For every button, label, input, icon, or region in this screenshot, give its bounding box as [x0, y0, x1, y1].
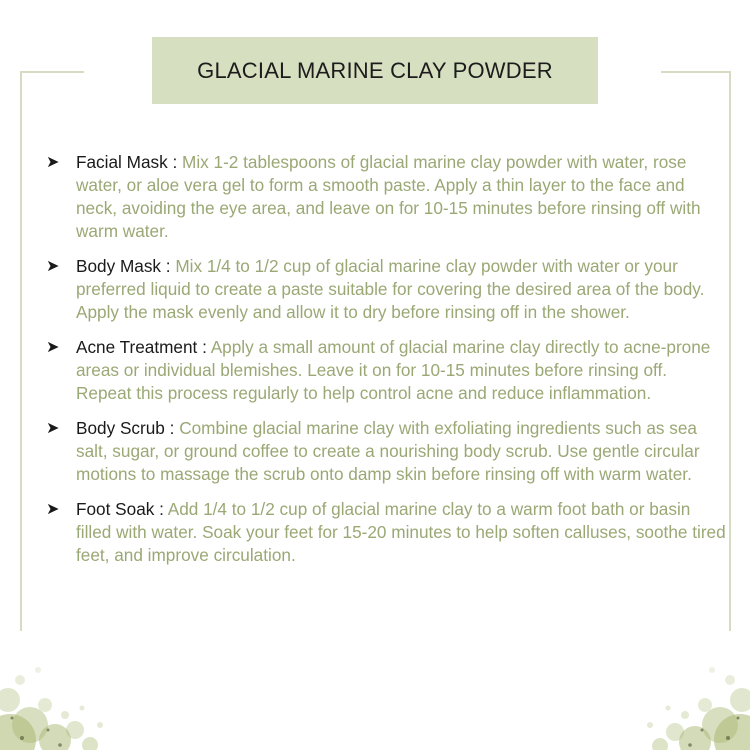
arrow-right-icon: ➤: [46, 339, 60, 356]
item-description: Mix 1/4 to 1/2 cup of glacial marine clay powder with water or your preferred liquid to create a paste suitable for covering the desired area of the body. Apply the mask evenly and allow it to dry before rinsing off in the shower.: [76, 256, 705, 322]
arrow-right-icon: ➤: [46, 420, 60, 437]
clay-splatter-right-decoration: [620, 600, 750, 750]
list-item-acne-treatment: [46, 336, 726, 405]
title-banner: [152, 37, 598, 104]
list-item-body-scrub: [46, 417, 726, 486]
usage-list: [46, 151, 726, 567]
list-item-body-mask: [46, 255, 726, 324]
item-label: Acne Treatment :: [76, 337, 211, 357]
frame-top-left: [20, 71, 84, 73]
arrow-right-icon: ➤: [46, 154, 60, 171]
item-label: Body Scrub :: [76, 418, 180, 438]
item-description: Combine glacial marine clay with exfoliating ingredients such as sea salt, sugar, or ground coffee to create a nourishing body scrub. Use gentle circular motions to massage the scrub onto damp skin before rinsing off with warm water.: [76, 418, 700, 484]
item-description: Apply a small amount of glacial marine clay directly to acne-prone areas or individual blemishes. Leave it on for 10-15 minutes before rinsing off. Repeat this process regularly to help control acne and reduce inflammation.: [76, 337, 711, 403]
frame-left: [20, 71, 22, 631]
item-label: Foot Soak :: [76, 499, 168, 519]
arrow-right-icon: ➤: [46, 501, 60, 518]
item-description: Add 1/4 to 1/2 cup of glacial marine clay to a warm foot bath or basin filled with water. Soak your feet for 15-20 minutes to help soften calluses, soothe tired feet, and improve circulation.: [76, 499, 726, 565]
list-item-foot-soak: [46, 498, 726, 567]
arrow-right-icon: ➤: [46, 258, 60, 275]
item-description: Mix 1-2 tablespoons of glacial marine clay powder with water, rose water, or aloe vera gel to form a smooth paste. Apply a thin layer to the face and neck, avoiding the eye area, and leave on for 10-15 minutes before rinsing off with warm water.: [76, 152, 701, 241]
clay-splatter-left-decoration: [0, 600, 130, 750]
item-label: Body Mask :: [76, 256, 176, 276]
item-label: Facial Mask :: [76, 152, 183, 172]
page-title: GLACIAL MARINE CLAY POWDER: [197, 57, 553, 83]
frame-right: [729, 71, 731, 631]
frame-top-right: [661, 71, 731, 73]
list-item-facial-mask: [46, 151, 726, 243]
